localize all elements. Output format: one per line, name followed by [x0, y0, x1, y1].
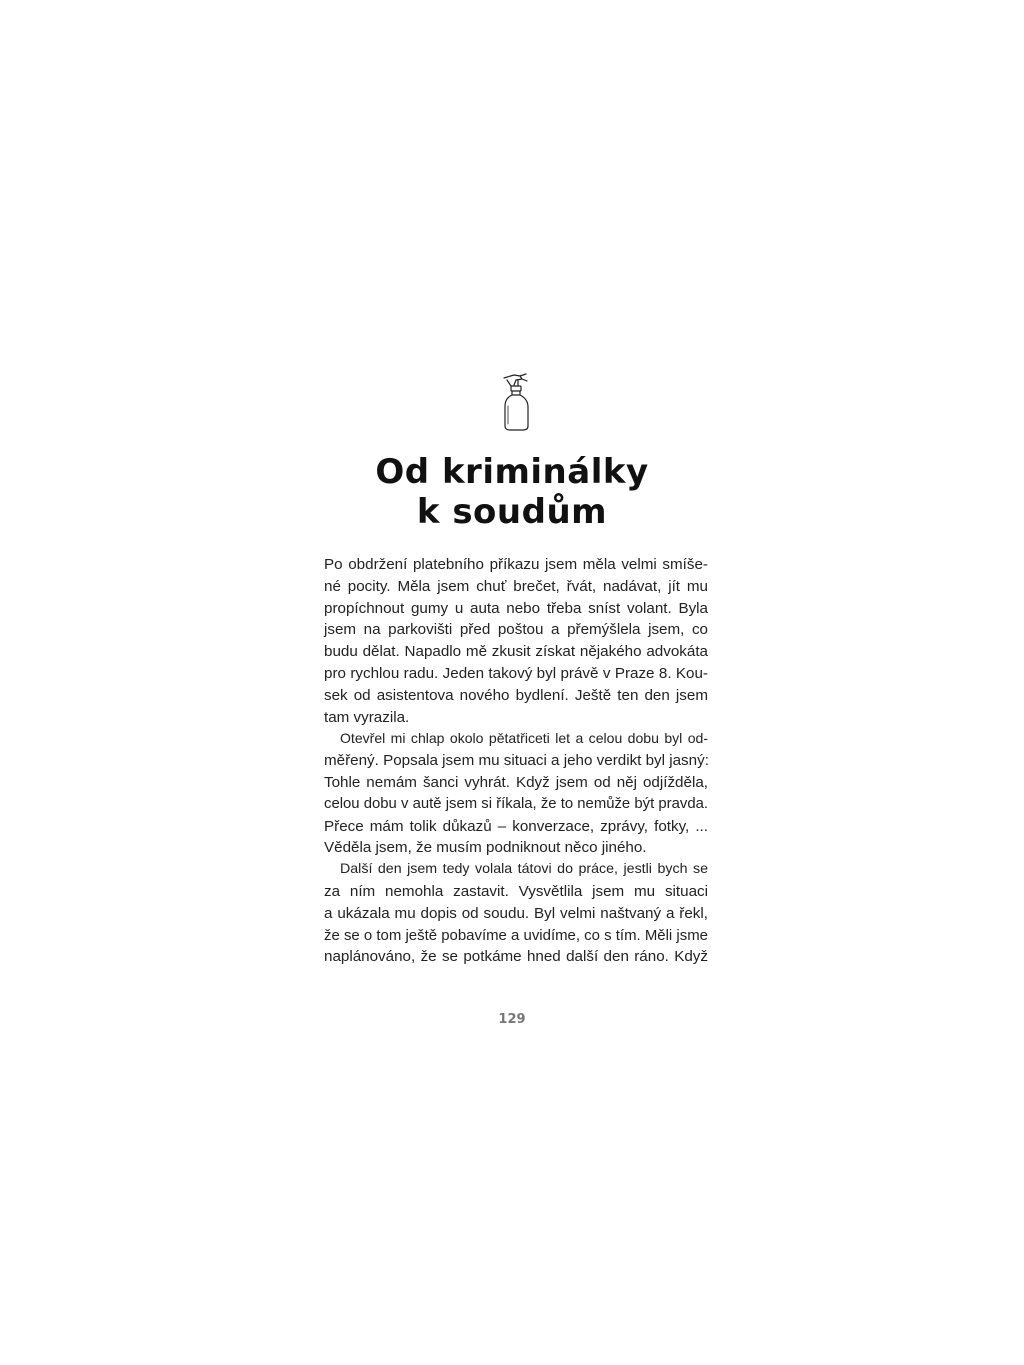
text-line: a ukázala mu dopis od soudu. Byl velmi naštvaný a řekl, — [324, 904, 708, 922]
paragraph — [324, 728, 708, 859]
text-line: za ním nemohla zastavit. Vysvětlila jsem mu situaci — [324, 882, 708, 900]
paragraph — [324, 554, 708, 728]
chapter-title-line: Od kriminálky — [375, 452, 649, 492]
page-number: 129 — [498, 1012, 526, 1027]
text-line: sek od asistentova nového bydlení. Ještě ten den jsem — [324, 686, 708, 704]
text-line: Otevřel mi chlap okolo pětatřiceti let a celou dobu byl od- — [340, 730, 708, 747]
text-line: Věděla jsem, že musím podniknout něco jiného. — [324, 839, 647, 857]
text-line: jsem na parkovišti před poštou a přemýšlela jsem, co — [324, 621, 708, 639]
paragraph — [324, 859, 708, 968]
text-line: naplánováno, že se potkáme hned další den ráno. Když — [324, 948, 708, 966]
chapter-body — [324, 554, 708, 968]
text-line: celou dobu v autě jsem si říkala, že to nemůže být pravda. — [324, 795, 708, 812]
text-line: Přece mám tolik důkazů – konverzace, zprávy, fotky, ... — [324, 817, 708, 835]
text-line: tam vyrazila. — [324, 708, 410, 726]
text-line: Tohle nemám šanci vyhrát. Když jsem od něj odjížděla, — [324, 773, 708, 791]
chapter-title-line: k soudům — [416, 492, 608, 532]
text-line: né pocity. Měla jsem chuť brečet, řvát, nadávat, jít mu — [324, 577, 708, 595]
spray-bottle-icon — [498, 372, 534, 432]
text-line: měřený. Popsala jsem mu situaci a jeho verdikt byl jasný: — [324, 752, 709, 770]
text-line: Další den jsem tedy volala tátovi do práce, jestli bych se — [340, 861, 708, 878]
text-line: pro rychlou radu. Jeden takový byl právě v Praze 8. Kou- — [324, 664, 708, 682]
text-line: propíchnout gumy u auta nebo třeba sníst volant. Byla — [324, 599, 708, 617]
text-line: budu dělat. Napadlo mě zkusit získat nějakého advokáta — [324, 643, 708, 661]
text-line: Po obdržení platebního příkazu jsem měla velmi smíše- — [324, 556, 708, 573]
text-line: že se o tom ještě pobavíme a uvidíme, co s tím. Měli jsme — [324, 926, 708, 944]
chapter-title — [262, 452, 762, 532]
